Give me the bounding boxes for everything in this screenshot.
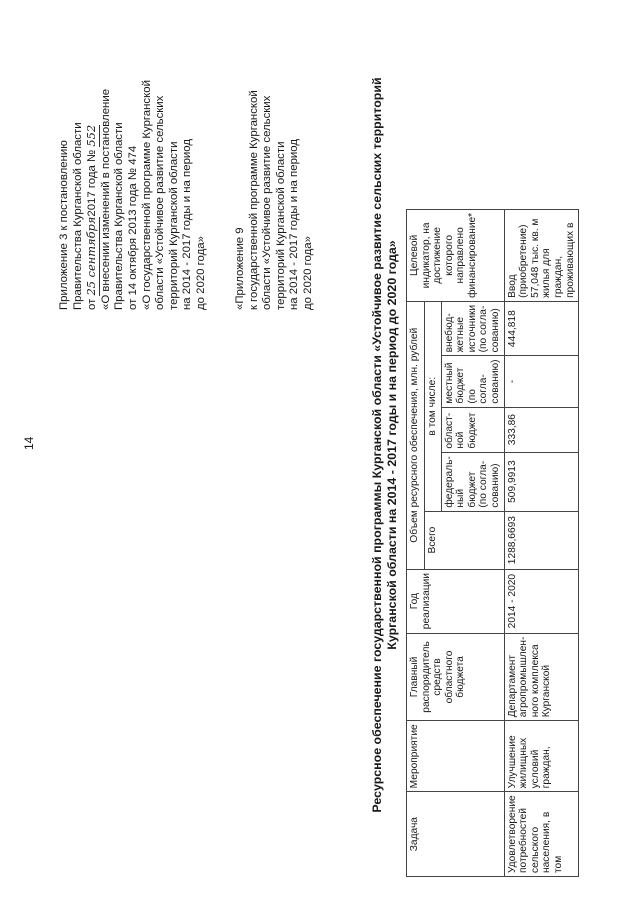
appendix-line: до 2020 года» xyxy=(301,236,314,310)
appendix-line: области «Устойчивое развитие сельских xyxy=(261,95,274,310)
header-block xyxy=(58,10,209,310)
date-prefix: от xyxy=(86,298,99,310)
appendix-line: «Приложение 9 xyxy=(234,227,246,310)
header-line: области «Устойчивое развитие сельских xyxy=(154,95,167,310)
header-row-1 xyxy=(407,209,425,876)
header-line: «О внесении изменений в постановление xyxy=(99,88,112,310)
header-line: на 2014 - 2017 годы и на период xyxy=(181,139,194,310)
appendix-9-block xyxy=(234,10,316,310)
header-indicator: Целевой индикатор, на достижение которого направлено финансирование* xyxy=(407,209,505,301)
header-regional: област-ной бюджет xyxy=(441,407,504,452)
header-line: «О государственной программе Курганской xyxy=(140,80,153,310)
handwritten-date: 25 сентября xyxy=(84,216,99,296)
header-year: Год реализации xyxy=(407,569,505,633)
header-total: Всего xyxy=(425,511,505,569)
appendix-line: к государственной программе Курганской xyxy=(247,90,260,310)
header-line: территорий Курганской области xyxy=(167,141,180,310)
header-local: местный бюджет (по согла-сованию) xyxy=(441,356,504,407)
handwritten-number: 552 xyxy=(84,124,99,147)
document-title xyxy=(370,45,399,845)
title-line-1: Ресурсное обеспечение государственной программы Курганской области «Устойчивое развитие сельских территорий xyxy=(370,77,384,813)
cell-year: 2014 - 2020 xyxy=(504,569,579,633)
header-extra: внебюд-жетные источники (по согла-сованию) xyxy=(441,301,504,356)
header-line: Правительства Курганской области xyxy=(71,122,84,310)
header-volume: Объем ресурсного обеспечения, млн. рублей xyxy=(407,301,425,569)
resource-table xyxy=(406,209,579,877)
cell-federal: 509,9913 xyxy=(504,452,579,511)
cell-extra: 444,818 xyxy=(504,301,579,356)
cell-event: Улучшение жилищных условий граждан, xyxy=(504,721,579,792)
cell-local: - xyxy=(504,356,579,407)
header-line: от 14 октября 2013 года № 474 xyxy=(126,145,139,310)
page-number: 14 xyxy=(22,436,36,450)
cell-regional: 333,86 xyxy=(504,407,579,452)
header-line: 2017 года № xyxy=(86,149,99,217)
header-task: Задача xyxy=(407,792,505,877)
appendix-line: территорий Курганской области xyxy=(274,141,287,310)
cell-indicator: Ввод (приобретение) 57,048 тыс. кв. м жилья для граждан, проживающих в xyxy=(504,209,579,301)
appendix-line: на 2014 - 2017 годы и на период xyxy=(288,139,301,310)
header-event: Мероприятие xyxy=(407,721,505,792)
header-line: до 2020 года» xyxy=(194,236,207,310)
header-date-line xyxy=(85,10,100,310)
header-line: Правительства Курганской области xyxy=(113,122,126,310)
cell-total: 1288,6693 xyxy=(504,511,579,569)
header-including: в том числе: xyxy=(425,301,442,511)
cell-manager: Департамент агропромышлен-ного комплекса Курганской xyxy=(504,633,579,721)
cell-task: Удовлетворение потребностей сельского населения, в том xyxy=(504,792,579,877)
header-federal: федераль-ный бюджет (по согла-сованию) xyxy=(441,452,504,511)
header-manager: Главный распорядитель средств областного бюджета xyxy=(407,633,505,721)
table-row xyxy=(504,209,579,876)
header-line: Приложение 3 к постановлению xyxy=(58,140,70,310)
title-line-2: Курганской области на 2014 - 2017 годы и на период до 2020 года» xyxy=(384,240,399,650)
